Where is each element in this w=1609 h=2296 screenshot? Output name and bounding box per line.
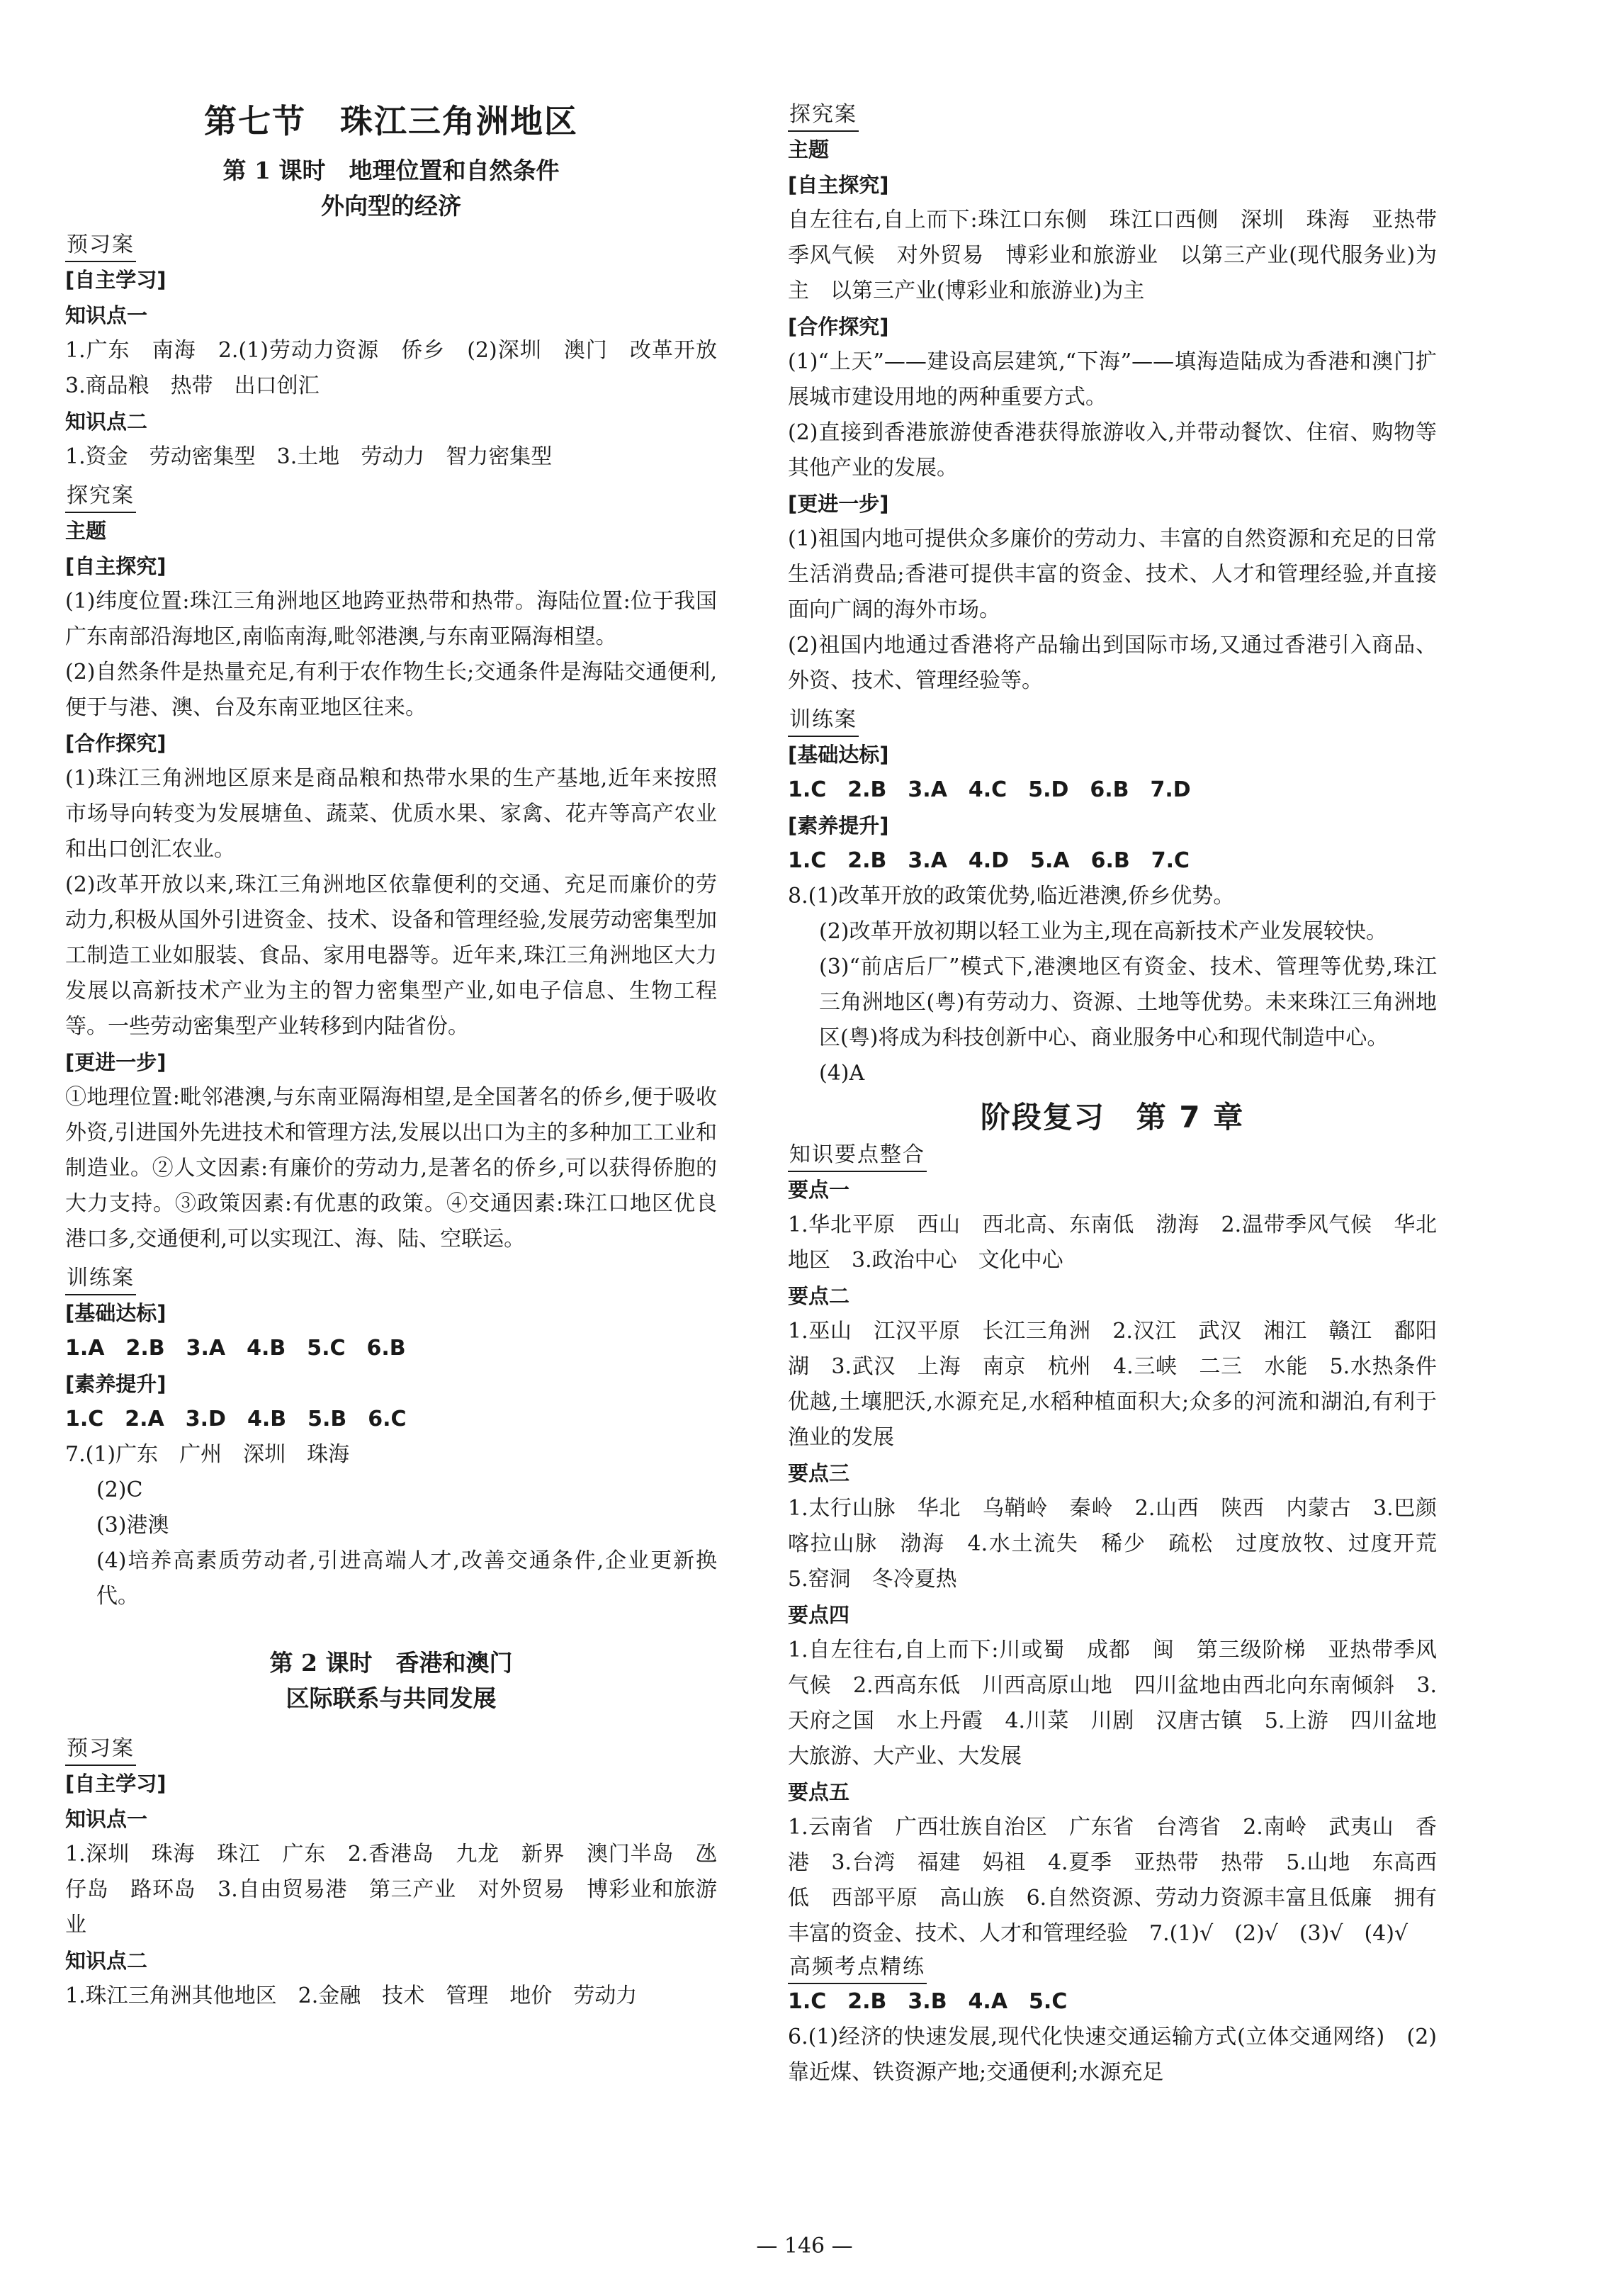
- knowledge-point-2-label: 知识点二: [65, 410, 148, 434]
- basic-label: [基础达标]: [65, 1301, 166, 1325]
- point-3-text: 1.太行山脉 华北 乌鞘岭 秦岭 2.山西 陕西 内蒙古 3.巴颜喀拉山脉 渤海 4.水土流失 稀少 疏松 过度放牧、过度开荒 5.窑洞 冬冷夏热: [788, 1496, 1458, 1592]
- point-2-label: 要点二: [788, 1284, 850, 1308]
- frequent-answers: 1.C 2.B 3.B 4.A 5.C: [788, 1989, 1068, 2014]
- preview2-label: 预习案: [65, 1733, 136, 1766]
- knowledge-point-2b-label: 知识点二: [65, 1949, 148, 1973]
- section-title: 第七节 珠江三角洲地区: [204, 102, 578, 140]
- improve-answers: 1.C 2.A 3.D 4.B 5.B 6.C: [65, 1407, 407, 1431]
- theme-label-right: 主题: [788, 137, 830, 162]
- training-label: 训练案: [65, 1263, 136, 1295]
- point-3-label: 要点三: [788, 1461, 850, 1485]
- right-column: [788, 99, 1458, 2090]
- basic-answers-right: 1.C 2.B 3.A 4.C 5.D 6.B 7.D: [788, 777, 1191, 802]
- lesson2-title: 第 2 课时 香港和澳门: [269, 1649, 513, 1677]
- improve-answers-right: 1.C 2.B 3.A 4.D 5.A 6.B 7.C: [788, 848, 1190, 873]
- question-7-part-4: (4)培养高素质劳动者,引进高端人才,改善交通条件,企业更新换代。: [96, 1548, 717, 1609]
- self-explore-text-2: (2)自然条件是热量充足,有利于农作物生长;交通条件是海陆交通便利,便于与港、澳、台及东南亚地区往来。: [65, 660, 717, 720]
- further-label-right: [更进一步]: [788, 492, 889, 516]
- self-explore-label-right: [自主探究]: [788, 173, 889, 197]
- coop-explore-text-2: (2)改革开放以来,珠江三角洲地区依靠便利的交通、充足而廉价的劳动力,积极从国外引进资金、技术、设备和管理经验,发展劳动密集型加工制造工业如服装、食品、家用电器等。近年来,珠江三角洲地区大力发展以高新技术产业为主的智力密集型产业,如电子信息、生物工程等。一些劳动密集型产业转移到内陆省份。: [65, 872, 717, 1039]
- improve-label: [素养提升]: [65, 1372, 166, 1396]
- question-7-part-2: (2)C: [96, 1478, 143, 1502]
- knowledge-point-2b-text: 1.珠江三角洲其他地区 2.金融 技术 管理 地价 劳动力: [65, 1983, 638, 2008]
- lesson2-subtitle: 区际联系与共同发展: [286, 1684, 497, 1712]
- self-explore-text-1: (1)纬度位置:珠江三角洲地区地跨亚热带和热带。海陆位置:位于我国广东南部沿海地区,南临南海,毗邻港澳,与东南亚隔海相望。: [65, 589, 717, 649]
- question-8-part-2: (2)改革开放初期以轻工业为主,现在高新技术产业发展较快。: [819, 919, 1388, 944]
- point-5-label: 要点五: [788, 1780, 850, 1804]
- question-8-part-4: (4)A: [819, 1061, 865, 1086]
- knowledge-point-1b-text: 1.深圳 珠海 珠江 广东 2.香港岛 九龙 新界 澳门半岛 氹仔岛 路环岛 3.自由贸易港 第三产业 对外贸易 博彩业和旅游业: [65, 1842, 717, 1937]
- frequent-label: 高频考点精练: [788, 1952, 927, 1984]
- preview-label: 预习案: [65, 230, 136, 262]
- question-7-part-1: 7.(1)广东 广州 深圳 珠海: [65, 1442, 350, 1467]
- lesson1-subtitle: 外向型的经济: [321, 192, 461, 220]
- coop-explore-text-1: (1)珠江三角洲地区原来是商品粮和热带水果的生产基地,近年来按照市场导向转变为发展塘鱼、蔬菜、优质水果、家禽、花卉等高产农业和出口创汇农业。: [65, 766, 717, 862]
- self-study2-label: [自主学习]: [65, 1772, 166, 1796]
- knowledge-point-2-text: 1.资金 劳动密集型 3.土地 劳动力 智力密集型: [65, 444, 553, 469]
- knowledge-point-1-label: 知识点一: [65, 303, 148, 327]
- point-4-text: 1.自左往右,自上而下:川或蜀 成都 闽 第三级阶梯 亚热带季风气候 2.西高东低 川西高原山地 四川盆地由西北向东南倾斜 3.天府之国 水上丹霞 4.川菜 川剧 汉唐古镇 5.上游 四川盆地 大旅游、大产业、大发展: [788, 1638, 1458, 1769]
- basic-label-right: [基础达标]: [788, 743, 889, 767]
- point-2-text: 1.巫山 江汉平原 长江三角洲 2.汉江 武汉 湘江 赣江 鄱阳湖 3.武汉 上海 南京 杭州 4.三峡 二三 水能 5.水热条件优越,土壤肥沃,水源充足,水稻种植面积大;众多的河流和湖泊,有利于渔业的发展: [788, 1319, 1437, 1450]
- improve-label-right: [素养提升]: [788, 814, 889, 838]
- review-title: 阶段复习 第 7 章: [980, 1100, 1245, 1135]
- further-text-right-1: (1)祖国内地可提供众多廉价的劳动力、丰富的自然资源和充足的日常生活消费品;香港可提供丰富的资金、技术、人才和管理经验,并直接面向广阔的海外市场。: [788, 527, 1437, 622]
- point-4-label: 要点四: [788, 1603, 850, 1627]
- question-8-part-3: (3)“前店后厂”模式下,港澳地区有资金、技术、管理等优势,珠江三角洲地区(粤)有劳动力、资源、土地等优势。未来珠江三角洲地区(粤)将成为科技创新中心、商业服务中心和现代制造中心。: [819, 955, 1437, 1050]
- explore-label-right: 探究案: [788, 99, 859, 132]
- coop-explore-label-right: [合作探究]: [788, 315, 889, 339]
- knowledge-point-1b-label: 知识点一: [65, 1807, 148, 1831]
- training-label-right: 训练案: [788, 704, 859, 737]
- page-number: — 146 —: [756, 2234, 853, 2258]
- question-7-part-3: (3)港澳: [96, 1513, 169, 1538]
- lesson1-title: 第 1 课时 地理位置和自然条件: [222, 157, 560, 184]
- further-label: [更进一步]: [65, 1050, 166, 1074]
- point-1-label: 要点一: [788, 1178, 850, 1202]
- theme-label: 主题: [65, 519, 107, 543]
- coop-explore-label: [合作探究]: [65, 731, 166, 755]
- self-explore-text-right: 自左往右,自上而下:珠江口东侧 珠江口西侧 深圳 珠海 亚热带季风气候 对外贸易 博彩业和旅游业 以第三产业(现代服务业)为主 以第三产业(博彩业和旅游业)为主: [788, 208, 1437, 303]
- further-text-right-2: (2)祖国内地通过香港将产品输出到国际市场,又通过香港引入商品、外资、技术、管理经验等。: [788, 633, 1437, 693]
- summary-label: 知识要点整合: [788, 1139, 927, 1172]
- explore-label: 探究案: [65, 480, 136, 513]
- point-1-text: 1.华北平原 西山 西北高、东南低 渤海 2.温带季风气候 华北地区 3.政治中心 文化中心: [788, 1212, 1437, 1273]
- point-5-text: 1.云南省 广西壮族自治区 广东省 台湾省 2.南岭 武夷山 香港 3.台湾 福建 妈祖 4.夏季 亚热带 热带 5.山地 东高西低 西部平原 高山族 6.自然资源、劳动力资源丰富且低廉 拥有丰富的资金、技术、人才和管理经验 7.(1)√ (2)√ (3)√ (4)√: [788, 1815, 1437, 1946]
- self-study-label: [自主学习]: [65, 268, 166, 292]
- basic-answers: 1.A 2.B 3.A 4.B 5.C 6.B: [65, 1336, 406, 1361]
- coop-explore-text-right-1: (1)“上天”——建设高层建筑,“下海”——填海造陆成为香港和澳门扩展城市建设用地的两种重要方式。: [788, 349, 1437, 410]
- question-6-text: 6.(1)经济的快速发展,现代化快速交通运输方式(立体交通网络) (2)靠近煤、铁资源产地;交通便利;水源充足: [788, 2025, 1437, 2085]
- further-text: ①地理位置:毗邻港澳,与东南亚隔海相望,是全国著名的侨乡,便于吸收外资,引进国外先进技术和管理方法,发展以出口为主的多种加工工业和制造业。②人文因素:有廉价的劳动力,是著名的侨乡,可以获得侨胞的大力支持。③政策因素:有优惠的政策。④交通因素:珠江口地区优良港口多,交通便利,可以实现江、海、陆、空联运。: [65, 1085, 717, 1251]
- self-explore-label: [自主探究]: [65, 554, 166, 578]
- coop-explore-text-right-2: (2)直接到香港旅游使香港获得旅游收入,并带动餐饮、住宿、购物等其他产业的发展。: [788, 420, 1437, 480]
- knowledge-point-1-text: 1.广东 南海 2.(1)劳动力资源 侨乡 (2)深圳 澳门 改革开放 3.商品粮 热带 出口创汇: [65, 338, 738, 398]
- left-column: [65, 99, 738, 2014]
- question-8-part-1: 8.(1)改革开放的政策优势,临近港澳,侨乡优势。: [788, 884, 1235, 908]
